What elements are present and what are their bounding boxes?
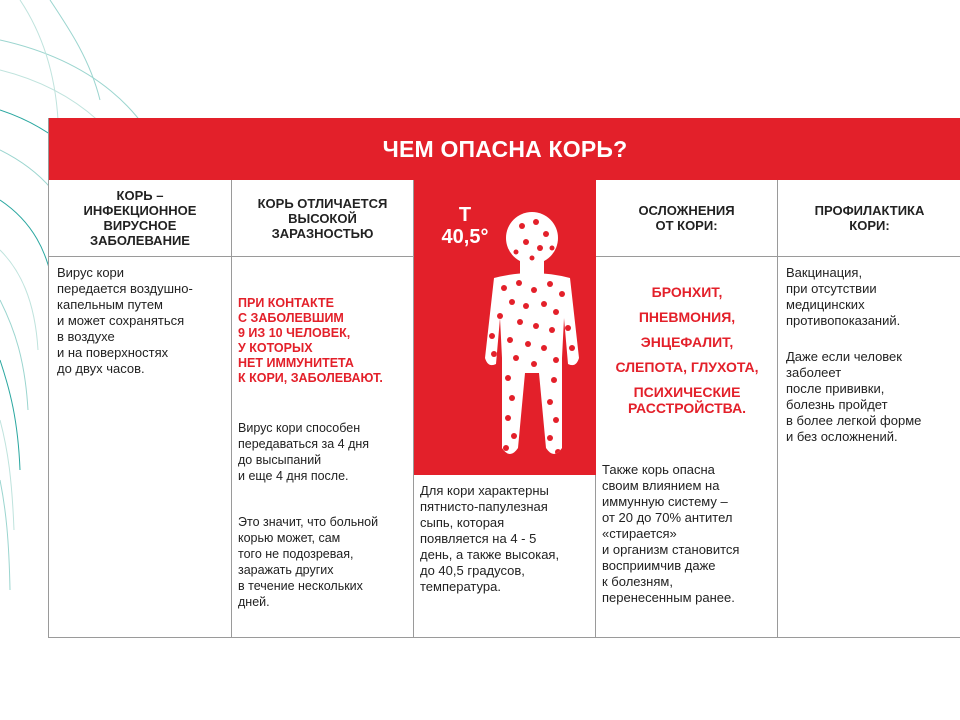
column-text: Вакцинация, при отсутствии медицинских противопоказаний.	[786, 265, 901, 328]
column-text: Для кори характерны пятнисто-папулезная сыпь, которая появляется на 4 - 5 день, а также высокая, до 40,5 градусов, температура.	[420, 483, 560, 594]
column-header: КОРЬ – ИНФЕКЦИОННОЕ ВИРУСНОЕ ЗАБОЛЕВАНИЕ	[49, 180, 231, 257]
measles-infographic	[48, 118, 960, 638]
column-complications	[596, 180, 778, 637]
complication-item: ЭНЦЕФАЛИТ,	[640, 334, 734, 350]
column-symptoms	[414, 180, 596, 637]
red-panel	[414, 180, 596, 475]
complication-item: СЛЕПОТА, ГЛУХОТА,	[615, 359, 759, 375]
temperature-label: Т 40,5°	[441, 204, 489, 248]
complication-item: ПНЕВМОНИЯ,	[638, 309, 736, 325]
column-prevention	[778, 180, 960, 637]
contagion-highlight: ПРИ КОНТАКТЕ С ЗАБОЛЕВШИМ 9 ИЗ 10 ЧЕЛОВЕК, У КОТОРЫХ НЕТ ИММУНИТЕТА К КОРИ, ЗАБОЛЕВАЮТ.	[238, 296, 383, 385]
column-infection	[49, 180, 232, 637]
poster-title: ЧЕМ ОПАСНА КОРЬ?	[49, 118, 960, 180]
column-text: Это значит, что больной корью может, сам того не подозревая, заражать других в течение нескольких дней.	[238, 515, 379, 609]
column-text: Даже если человек заболеет после прививки, болезнь пройдет в более легкой форме и без осложнений.	[786, 349, 922, 444]
column-text: Вирус кори способен передаваться за 4 дня до высыпаний и еще 4 дня после.	[238, 421, 370, 483]
spotted-body-icon	[464, 208, 584, 468]
complication-item: ПСИХИЧЕСКИЕ РАССТРОЙСТВА.	[627, 384, 747, 416]
column-text: Также корь опасна своим влиянием на иммунную систему – от 20 до 70% антител «стирается» и организм становится восприимчив даже к болезням, перенесенным ранее.	[602, 462, 740, 605]
column-header: ОСЛОЖНЕНИЯ ОТ КОРИ:	[596, 180, 777, 257]
column-header: ПРОФИЛАКТИКА КОРИ:	[778, 180, 960, 257]
column-contagiousness	[232, 180, 414, 637]
column-text: Вирус кори передается воздушно- капельным путем и может сохраняться в воздухе и на поверхностях до двух часов.	[57, 265, 193, 376]
column-header: КОРЬ ОТЛИЧАЕТСЯ ВЫСОКОЙ ЗАРАЗНОСТЬЮ	[232, 180, 413, 257]
complication-item: БРОНХИТ,	[651, 284, 723, 300]
complications-list	[596, 284, 778, 425]
